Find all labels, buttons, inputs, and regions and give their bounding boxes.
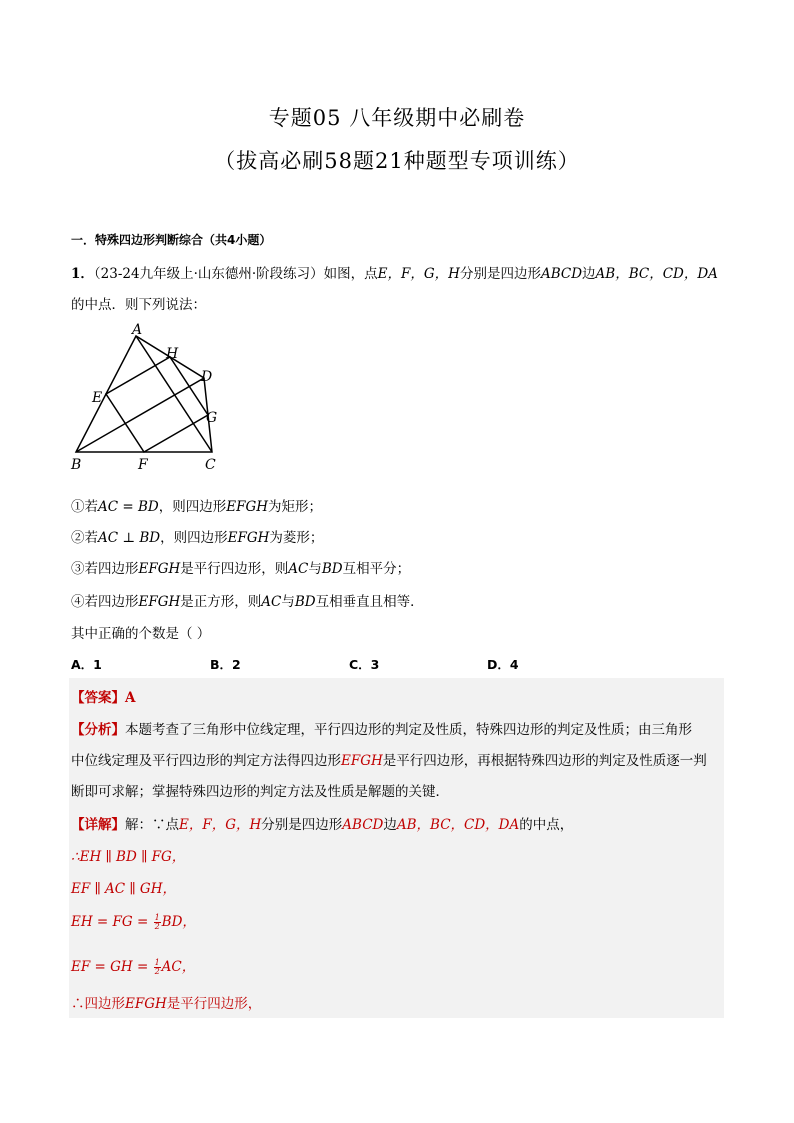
label-D: D — [201, 369, 213, 385]
step-1: ∴EH ∥ BD ∥ FG， — [71, 849, 186, 865]
fraction-half — [154, 914, 161, 931]
step-5-text: 是平行四边形， — [166, 996, 262, 1012]
step-5 — [71, 992, 261, 1012]
answer-tag: 【答案】 — [71, 690, 125, 706]
analysis-text: 本题考查了三角形中位线定理，平行四边形的判定及性质，特殊四边形的判定及性质；由三角形 — [125, 722, 692, 738]
analysis-line-1 — [71, 718, 692, 738]
statement-text: 若四边形 — [84, 594, 139, 610]
fraction-half — [154, 959, 161, 976]
statement-text: 为菱形； — [269, 530, 324, 546]
label-G: G — [206, 410, 218, 426]
analysis-text: 是平行四边形，再根据特殊四边形的判定及性质逐一判 — [382, 753, 707, 769]
label-H: H — [166, 346, 179, 362]
question-ask: 其中正确的个数是（ ） — [71, 626, 211, 642]
statement-math: BD — [294, 594, 316, 610]
statement-text: 与 — [281, 594, 295, 610]
statement-math: AC = BD — [98, 499, 159, 515]
analysis-text: 中位线定理及平行四边形的判定方法得四边形 — [71, 753, 341, 769]
section-heading: 一．特殊四边形判断综合（共4小题） — [71, 233, 272, 247]
analysis-math: EFGH — [341, 753, 383, 769]
step-3-rhs: BD， — [161, 914, 196, 930]
fraction-numerator: 1 — [154, 913, 160, 922]
step-5-math: EFGH — [125, 996, 167, 1012]
stem-text-c: 边 — [582, 266, 596, 282]
label-C: C — [205, 457, 216, 473]
analysis-line-3: 断即可求解；掌握特殊四边形的判定方法及性质是解题的关键． — [71, 784, 449, 800]
statement-math: EFGH — [226, 499, 268, 515]
statement-marker: ① — [71, 499, 85, 515]
statement-text: 是平行四边形，则 — [180, 561, 289, 577]
step-4-lhs: EF = GH = — [71, 959, 153, 975]
fraction-denominator: 2 — [154, 967, 160, 976]
detail-text: 解：∵点 — [125, 817, 179, 833]
statement-text: 若 — [84, 530, 98, 546]
question-stem-line-1 — [71, 262, 718, 282]
detail-math: E，F，G，H — [179, 817, 262, 833]
step-2: EF ∥ AC ∥ GH， — [71, 881, 176, 897]
statement-text: 若 — [84, 499, 98, 515]
statement-marker: ③ — [71, 561, 85, 577]
step-3 — [71, 910, 196, 931]
statement-text: 为矩形； — [268, 499, 322, 515]
step-3-lhs: EH = FG = — [71, 914, 153, 930]
stem-points: E，F，G，H — [377, 266, 460, 282]
detail-text: 的中点， — [519, 817, 574, 833]
statement-2 — [71, 526, 323, 546]
statement-math: EFGH — [138, 561, 181, 577]
statement-4 — [71, 590, 424, 610]
fraction-numerator: 1 — [154, 958, 160, 967]
label-B: B — [71, 457, 82, 473]
statement-text: 若四边形 — [84, 561, 139, 577]
option-b: B．2 — [210, 657, 241, 672]
option-a: A．1 — [71, 657, 102, 672]
stem-sides: AB，BC，CD，DA — [595, 266, 718, 282]
statement-math: AC ⊥ BD — [98, 530, 161, 546]
statement-math: AC — [288, 561, 309, 577]
statement-text: ，则四边形 — [158, 499, 227, 515]
analysis-tag: 【分析】 — [71, 722, 125, 738]
statement-math: BD — [321, 561, 343, 577]
answer-value: A — [125, 690, 136, 706]
label-E: E — [92, 390, 103, 406]
answer-line — [71, 686, 135, 706]
statement-3 — [71, 557, 410, 577]
step-5-text: ∴四边形 — [71, 996, 125, 1012]
statement-1 — [71, 495, 322, 515]
statement-marker: ② — [71, 530, 85, 546]
statement-marker: ④ — [71, 594, 85, 610]
detail-text: 边 — [383, 817, 397, 833]
option-d: D．4 — [487, 657, 519, 672]
detail-text: 分别是四边形 — [261, 817, 343, 833]
statement-math: EFGH — [138, 594, 181, 610]
fraction-denominator: 2 — [154, 922, 160, 931]
step-4 — [71, 955, 195, 976]
statement-text: 与 — [308, 561, 322, 577]
label-F: F — [138, 457, 148, 473]
detail-line — [71, 813, 573, 833]
statement-text: 互相垂直且相等． — [315, 594, 424, 610]
stem-text-b: 分别是四边形 — [459, 266, 541, 282]
option-c: C．3 — [349, 657, 380, 672]
detail-math: AB，BC，CD，DA — [396, 817, 520, 833]
question-stem-line-2: 的中点．则下列说法： — [71, 297, 206, 313]
detail-tag: 【详解】 — [71, 817, 125, 833]
statement-math: AC — [261, 594, 282, 610]
step-4-rhs: AC， — [161, 959, 196, 975]
statement-text: ，则四边形 — [160, 530, 228, 546]
title-line-2: （拔高必刷58题21种题型专项训练） — [214, 149, 580, 173]
stem-quad: ABCD — [540, 266, 583, 282]
question-number: 1． — [71, 266, 94, 282]
statement-math: EFGH — [227, 530, 270, 546]
stem-text-a: 如图，点 — [323, 266, 378, 282]
statement-text: 是正方形，则 — [180, 594, 262, 610]
geometry-figure — [62, 322, 232, 477]
title-line-1: 专题05 八年级期中必刷卷 — [268, 106, 526, 130]
statement-text: 互相平分； — [342, 561, 411, 577]
detail-math: ABCD — [342, 817, 384, 833]
label-A: A — [132, 322, 143, 338]
question-source: （23-24九年级上·山东德州·阶段练习） — [93, 266, 324, 282]
analysis-line-2 — [71, 749, 707, 769]
